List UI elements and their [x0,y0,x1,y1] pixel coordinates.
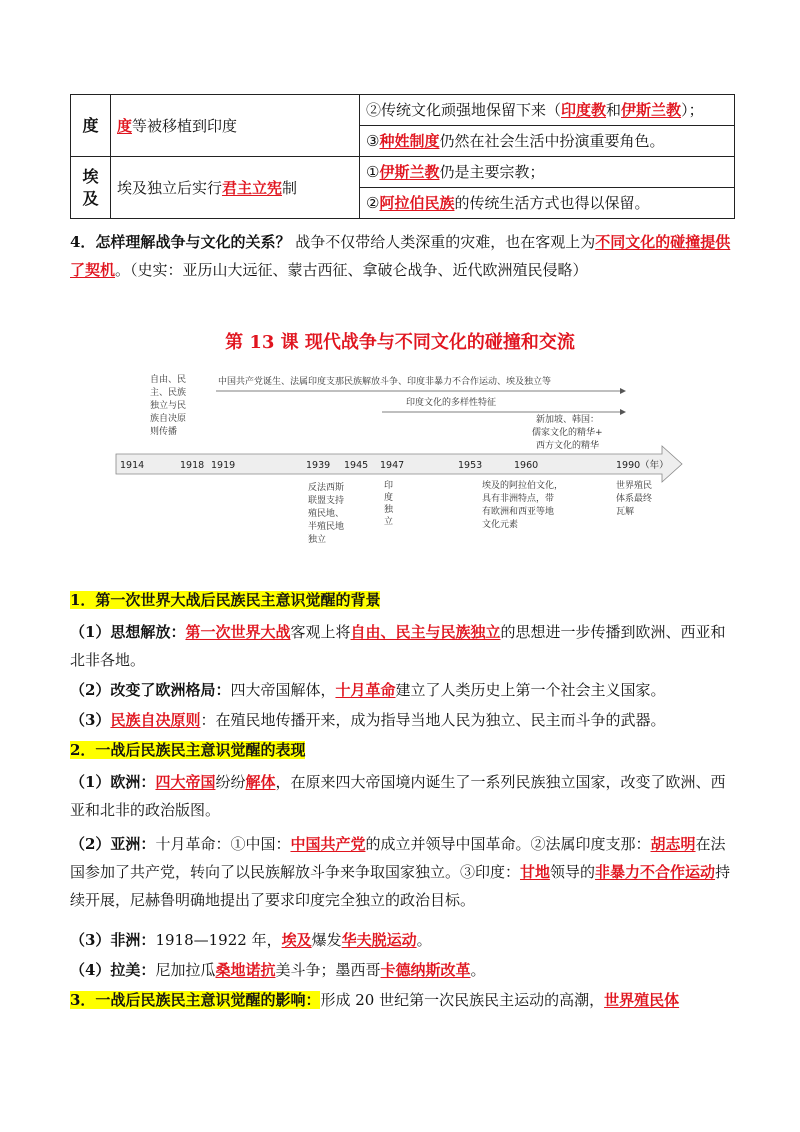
timeline-note-line: 殖民地、 [308,509,345,519]
key-term: 民族自决原则 [110,711,201,729]
key-term: 伊斯兰教 [621,101,682,119]
table-row [71,157,735,219]
timeline-note-line: 瓦解 [616,507,635,517]
year-label: 1914 [120,460,145,471]
timeline-note-line: 主、民族 [150,388,187,398]
point-text: 的思想进一步传播到欧洲、西亚和北非各地。 [70,623,726,669]
row-header: 及 [82,188,99,208]
section-2-point-1 [70,768,738,824]
section-2-point-2 [70,830,738,914]
point-text: 。 [470,961,486,979]
point-text: 尼加拉瓜 [155,961,216,979]
key-term: 甘地 [520,863,551,881]
question-text: 。（史实：亚历山大远征、蒙古西征、拿破仑战争、近代欧洲殖民侵略） [115,261,588,279]
timeline-note-line: 儒家文化的精华+ [532,428,603,438]
timeline-note-line: 埃及的阿拉伯文化， [482,481,564,491]
timeline-note-line: 印 [384,481,394,491]
key-term: 自由、民主与民族独立 [350,623,501,641]
row-header: 埃 [82,166,99,186]
table-cell [360,95,735,157]
point-text: 十月革命：①中国： [155,835,291,853]
timeline-note-line: 反法西斯 [308,483,345,493]
key-term: 伊斯兰教 [379,163,440,181]
section-2-point-4 [70,956,738,984]
table-cell [111,157,360,219]
question-text: 战争不仅带给人类深重的灾难，也在客观上为 [295,233,596,251]
timeline-note-line: 文化元素 [482,520,519,530]
question-label: 4．怎样理解战争与文化的关系？ [70,233,291,251]
timeline-note-line: 具有非洲特点，带 [482,494,555,504]
key-term: 解体 [245,773,276,791]
key-term: 印度教 [561,101,607,119]
year-label: 1945 [344,460,369,471]
timeline-note-line: 联盟支持 [308,496,345,506]
key-term: 度 [117,117,133,135]
cell-text: 埃及独立后实行 [117,179,223,197]
cell-text: ③ [366,132,380,150]
cell-text: 等被移植到印度 [132,117,238,135]
point-text: 1918—1922 年， [155,931,282,949]
point-text: 领导的 [550,863,596,881]
year-label: 1939 [306,460,331,471]
key-term: 卡德纳斯改革 [380,961,471,979]
point-text: 形成 20 世纪第一次民族民主运动的高潮， [320,991,605,1009]
point-text: 的成立并领导中国革命。②法属印度支那： [365,835,651,853]
row-header-cell [71,157,111,219]
key-term: 胡志明 [650,835,696,853]
section-heading: 2．一战后民族民主意识觉醒的表现 [70,741,306,759]
section-2-heading [70,736,738,764]
arrow-head-icon [620,409,626,415]
timeline-note-line: 立 [384,517,394,527]
point-label: （2）改变了欧洲格局： [70,681,231,699]
timeline-note-line: 则传播 [150,427,178,437]
point-label: （3）非洲： [70,931,156,949]
timeline-note-line: 独立 [308,535,327,545]
point-label: （1）思想解放： [70,623,186,641]
point-text: 建立了人类历史上第一个社会主义国家。 [395,681,666,699]
point-text: ：在殖民地传播开来，成为指导当地人民为独立、民主而斗争的武器。 [200,711,666,729]
table-cell [111,95,360,157]
point-text: 四大帝国解体， [230,681,336,699]
timeline-note-line: 世界殖民 [616,481,653,491]
section-heading: 3．一战后民族民主意识觉醒的影响： [70,991,321,1009]
cell-subrow [360,157,734,187]
year-label: 1990（年） [616,460,669,471]
cell-text: ②传统文化顽强地保留下来（ [366,101,562,119]
section-heading: 1．第一次世界大战后民族民主意识觉醒的背景 [70,591,381,609]
timeline-note-line: 西方文化的精华 [536,441,600,451]
timeline-diagram [110,364,690,554]
point-text: 。 [416,931,432,949]
cell-text: ）； [681,101,704,119]
timeline-note-line: 族自决原 [150,414,187,424]
key-term: 埃及 [281,931,312,949]
key-term: 华夫脱运动 [341,931,417,949]
point-text: 纷纷 [215,773,246,791]
cell-text: 和 [606,101,622,119]
cell-text: 的传统生活方式也得以保留。 [454,194,650,212]
point-text: 爆发 [311,931,342,949]
key-term: 不同文化的碰撞提供了契机 [70,233,731,279]
section-1-heading [70,586,738,614]
timeline-note-line: 半殖民地 [308,522,345,532]
lesson-title: 第 13 课 现代战争与不同文化的碰撞和交流 [225,332,575,353]
timeline-note-line: 独 [384,505,394,515]
cell-text: ① [366,163,380,181]
key-term: 中国共产党 [290,835,366,853]
cell-text: 仍是主要宗教； [439,163,545,181]
point-text: 在法国参加了共产党，转向了以民族解放斗争来争取国家独立。③印度： [70,835,726,881]
key-term: 非暴力不合作运动 [595,863,716,881]
key-term: 世界殖民体 [604,991,680,1009]
row-header-cell [71,95,111,157]
year-label: 1953 [458,460,483,471]
point-label: （4）拉美： [70,961,156,979]
timeline-note-line: 有欧洲和西亚等地 [482,507,555,517]
timeline-note-line: 独立与民 [150,401,187,411]
point-text: 美斗争；墨西哥 [275,961,381,979]
question-4 [70,228,738,284]
key-term: 十月革命 [335,681,396,699]
timeline-diversity-note: 印度文化的多样性特征 [406,398,497,408]
section-1-point-3 [70,706,738,734]
timeline-note-line: 新加坡、韩国： [536,415,600,425]
year-label: 1918 [180,460,205,471]
table-cell [360,157,735,219]
table-row [71,95,735,157]
key-term: 第一次世界大战 [185,623,291,641]
point-label: （2）亚洲： [70,835,156,853]
section-3 [70,986,738,1014]
section-2-point-3 [70,926,738,954]
cell-subrow [360,95,734,125]
key-term: 种姓制度 [379,132,440,150]
key-term: 桑地诺抗 [215,961,276,979]
point-text: 持续开展，尼赫鲁明确地提出了要求印度完全独立的政治目标。 [70,863,731,909]
cell-text: ② [366,194,380,212]
timeline-note-line: 体系最终 [616,494,653,504]
key-term: 君主立宪 [222,179,283,197]
year-label: 1919 [211,460,236,471]
cell-subrow [360,125,734,156]
cell-subrow [360,187,734,218]
timeline-note-line: 自由、民 [150,375,187,385]
point-label: （3） [70,711,111,729]
point-text: ，在原来四大帝国境内诞生了一系列民族独立国家，改变了欧洲、西亚和北非的政治版图。 [70,773,726,819]
cell-text: 仍然在社会生活中扮演重要角色。 [439,132,665,150]
section-1-point-2 [70,676,738,704]
section-1-point-1 [70,618,738,674]
key-term: 阿拉伯民族 [379,194,455,212]
point-label: （1）欧洲： [70,773,156,791]
key-term: 四大帝国 [155,773,216,791]
row-header: 度 [82,115,99,135]
year-label: 1960 [514,460,539,471]
year-label: 1947 [380,460,405,471]
timeline-banner: 中国共产党诞生、法属印度支那民族解放斗争、印度非暴力不合作运动、埃及独立等 [218,377,552,387]
culture-comparison-table [70,94,735,219]
timeline-note-line: 度 [384,493,394,503]
cell-text: 制 [282,179,298,197]
point-text: 客观上将 [290,623,351,641]
arrow-head-icon [620,388,626,394]
